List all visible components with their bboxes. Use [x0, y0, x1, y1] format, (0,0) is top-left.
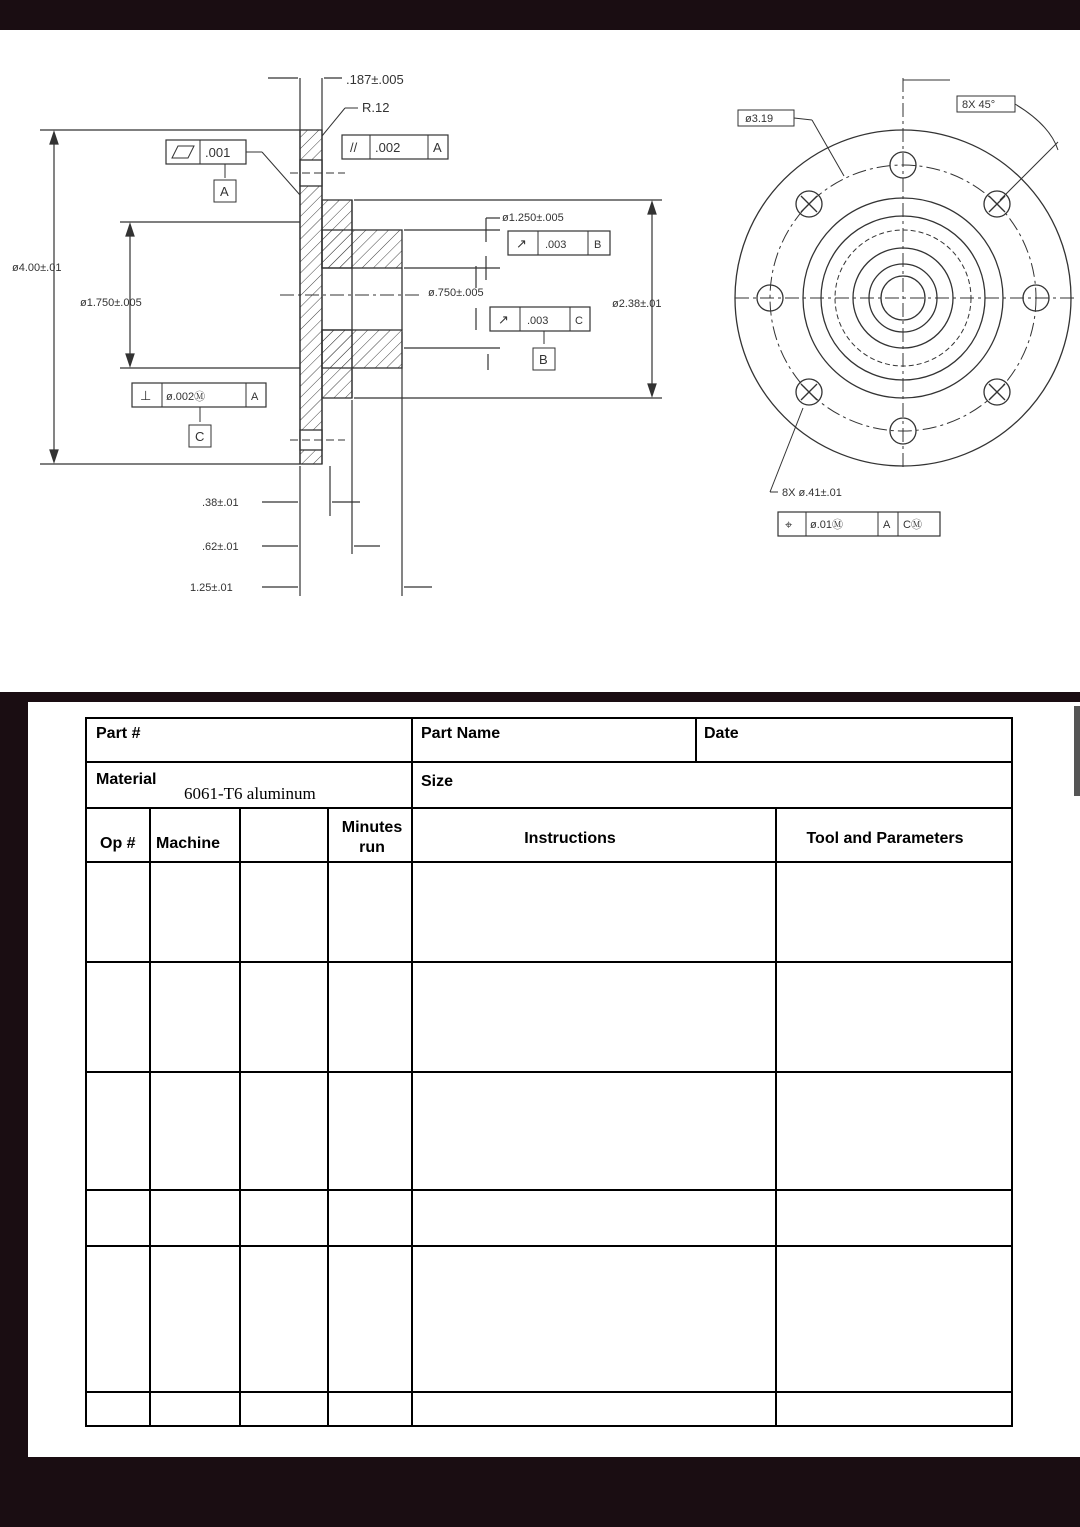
process-plan-form: [28, 702, 1080, 1457]
perp-tol: ø.002Ⓜ: [166, 391, 206, 403]
form-grid: [28, 702, 1080, 1457]
scrollbar[interactable]: [1074, 706, 1080, 796]
parallelism-tol: .002: [375, 140, 401, 155]
technical-drawing: [0, 30, 1080, 692]
runout-c-datum: C: [575, 315, 583, 327]
part-name-label: Part Name: [421, 725, 501, 742]
bore-dia-dimension: [120, 222, 300, 368]
runout-c-tol: .003: [527, 315, 549, 327]
drawing-canvas: [0, 30, 1080, 692]
position-tol: ø.01Ⓜ: [810, 519, 844, 531]
runout-b-tol: .003: [545, 239, 567, 251]
position-icon: ⌖: [785, 517, 793, 532]
shoulder-dia-label: ø2.38±.01: [612, 298, 662, 310]
section-view: [280, 130, 420, 464]
thickness-dimension: [268, 78, 342, 130]
outer-dia-label: ø4.00±.01: [12, 262, 62, 274]
position-frame: [778, 512, 940, 536]
part-number-label: Part #: [96, 725, 141, 742]
hole-callout-label: 8X ø.41±.01: [782, 487, 842, 499]
material-label: Material: [96, 771, 157, 788]
position-datum-a: A: [883, 519, 891, 531]
op-column-header: Op #: [100, 835, 136, 852]
inner-dia-dimension: [404, 266, 500, 370]
runout-icon: ↗: [516, 236, 527, 251]
perpendicular-icon: ⊥: [140, 388, 152, 403]
runout-b-frame: [508, 231, 610, 255]
datum-a-label: A: [220, 184, 229, 199]
len3-label: 1.25±.01: [190, 582, 233, 594]
parallelism-frame: [342, 135, 448, 159]
angle-label: 8X 45°: [962, 99, 996, 111]
thickness-label: .187±.005: [346, 72, 404, 87]
outer-dia-dimension: [40, 130, 300, 464]
runout-b-datum: B: [594, 239, 602, 251]
hub-dia-dimension: [404, 218, 500, 280]
perpendicularity-frame: [132, 383, 266, 447]
datum-b-label: B: [539, 352, 548, 367]
size-label: Size: [421, 773, 454, 790]
bore-dia-label: ø1.750±.005: [80, 297, 142, 309]
parallelism-icon: //: [350, 140, 358, 155]
hub-dia-label: ø1.250±.005: [502, 212, 564, 224]
machine-column-header: Machine: [156, 835, 221, 852]
minutes-column-header: Minutes: [341, 819, 403, 836]
radius-label: R.12: [362, 100, 390, 115]
parallelism-datum: A: [433, 140, 442, 155]
tools-column-header: Tool and Parameters: [806, 830, 964, 847]
len2-label: .62±.01: [202, 541, 239, 553]
len1-label: .38±.01: [202, 497, 239, 509]
position-datum-c: CⓂ: [903, 519, 922, 531]
minutes-column-header-run: run: [359, 839, 385, 856]
perp-datum: A: [251, 391, 259, 403]
material-value: 6061-T6 aluminum: [184, 784, 316, 803]
runout-c-icon: ↗: [498, 312, 509, 327]
datum-c-label: C: [195, 429, 205, 444]
flatness-frame: [166, 140, 300, 202]
front-view: [735, 78, 1075, 470]
instructions-column-header: Instructions: [524, 830, 616, 847]
bolt-circle-label: ø3.19: [745, 113, 774, 125]
flatness-tol: .001: [205, 145, 231, 160]
runout-c-frame: [490, 307, 590, 370]
inner-dia-label: ø.750±.005: [428, 287, 484, 299]
date-label: Date: [704, 725, 739, 742]
